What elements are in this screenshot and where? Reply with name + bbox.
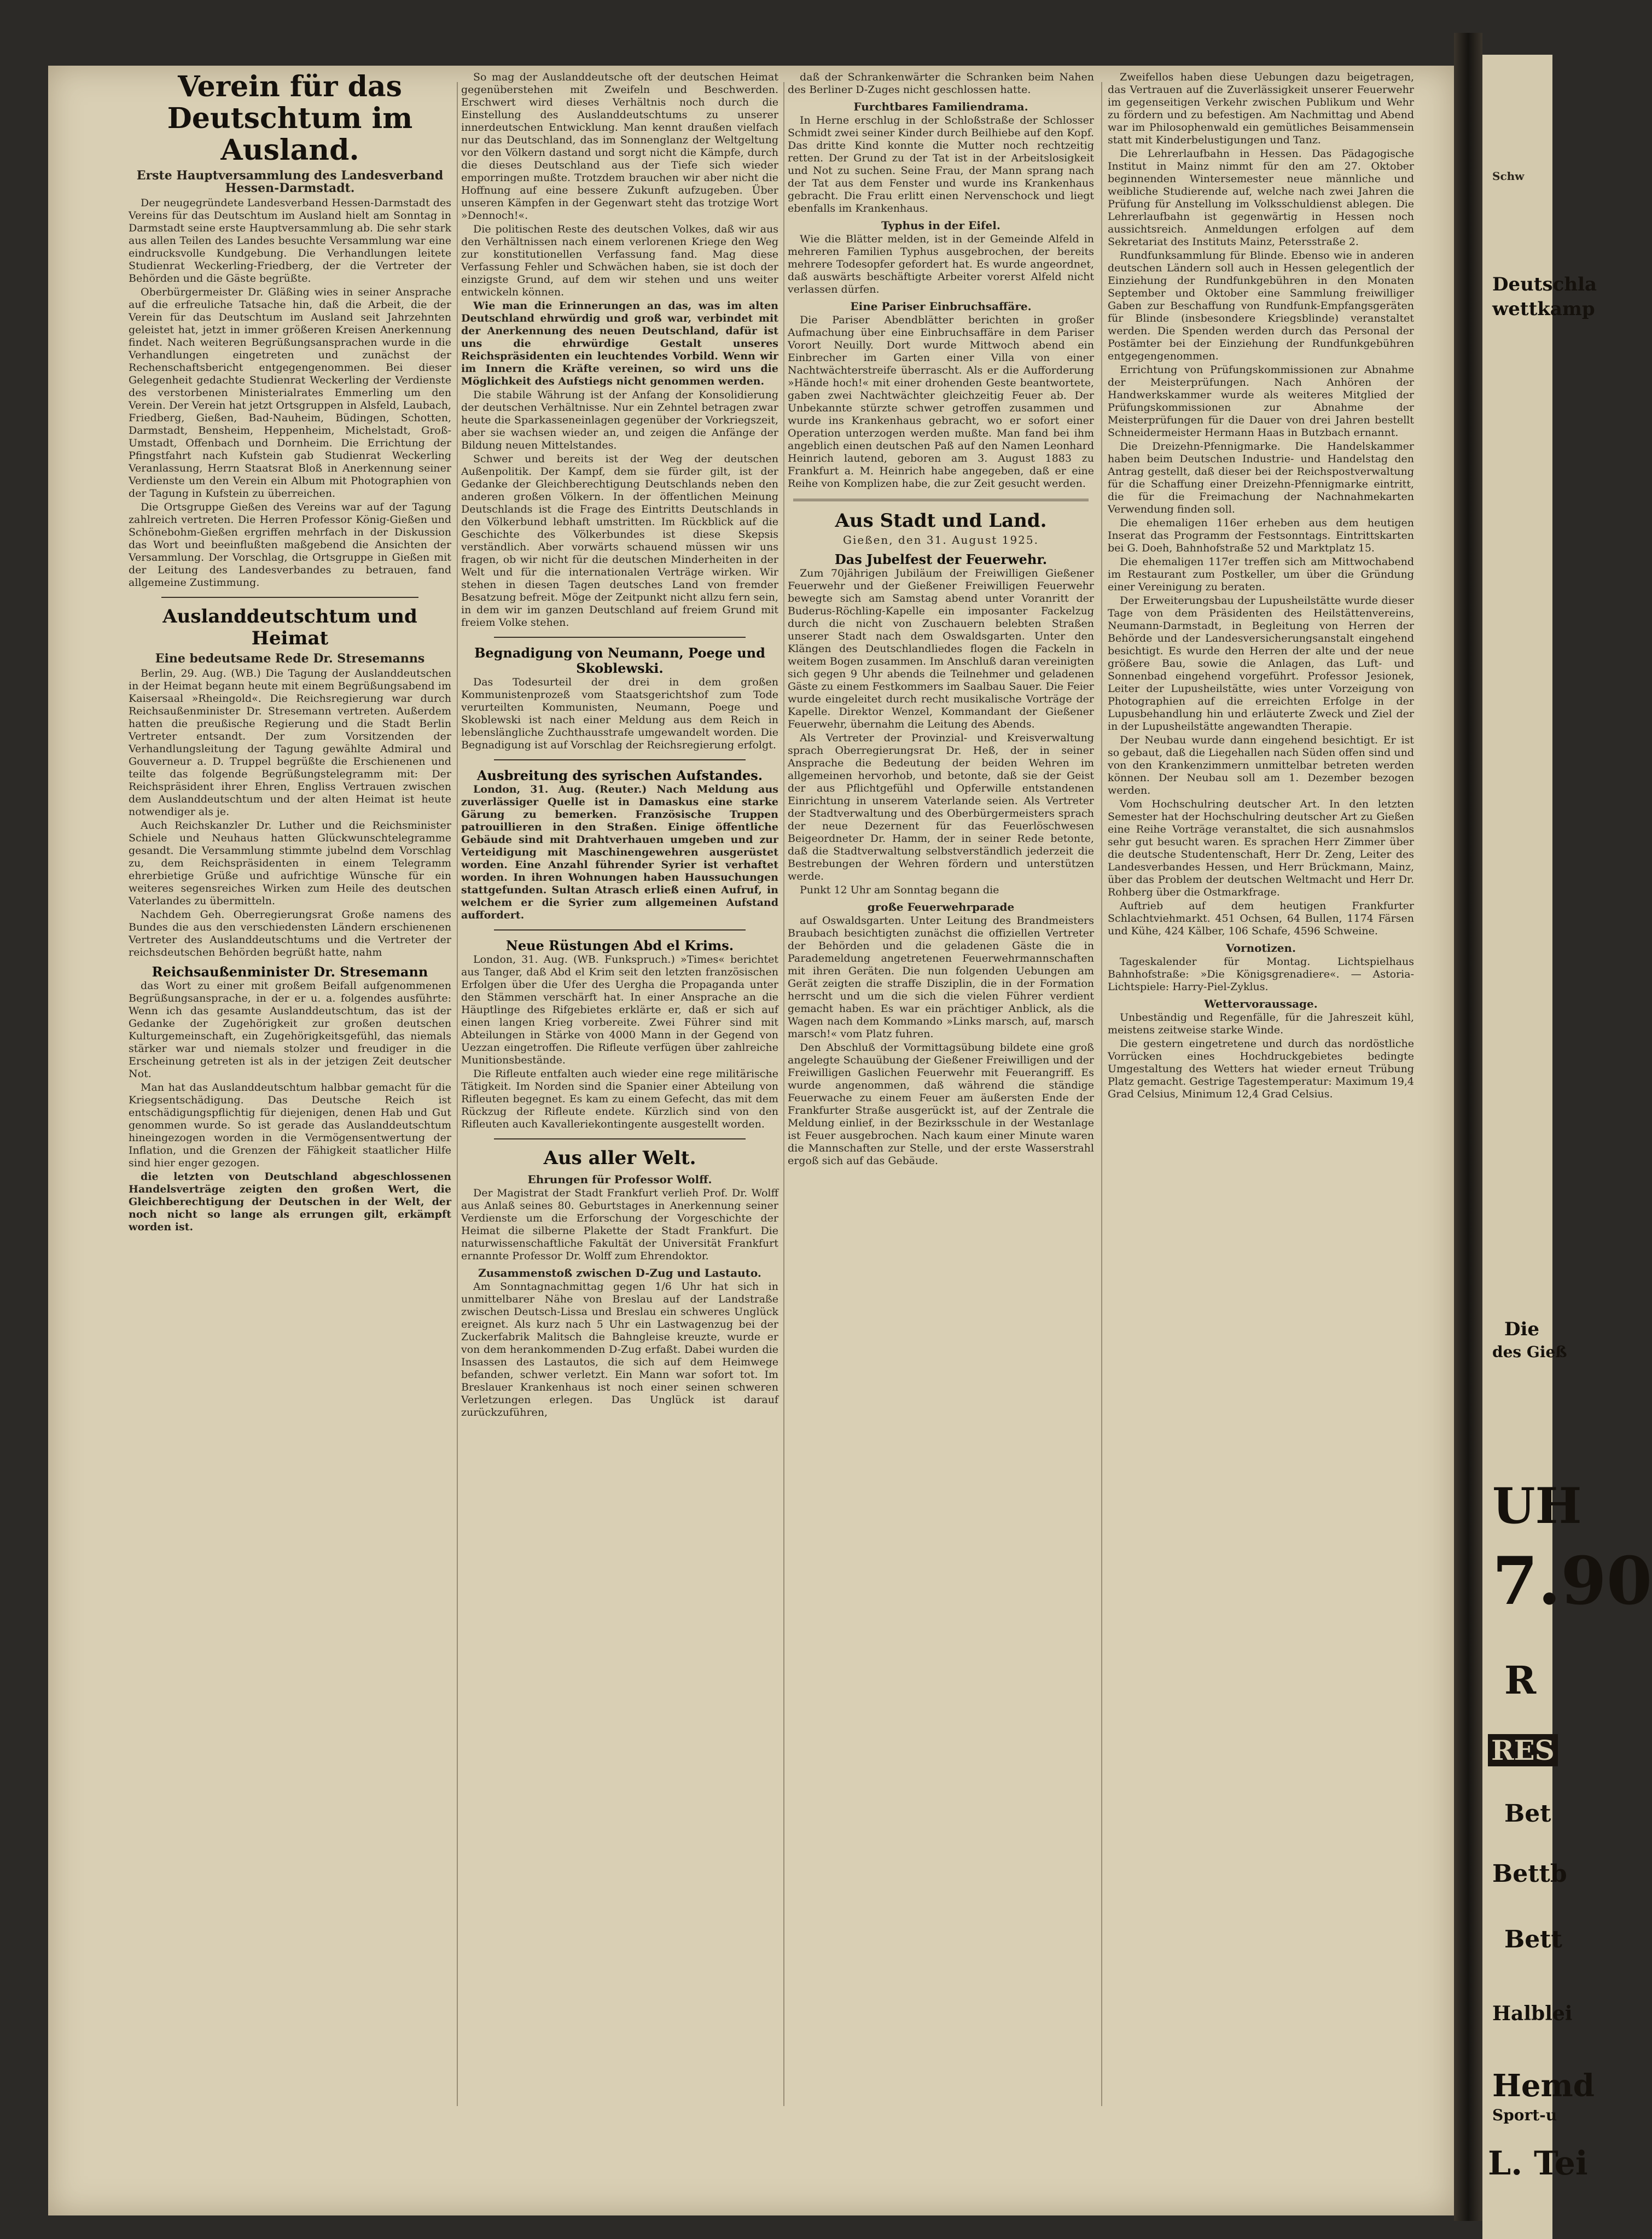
paragraph: Die Ortsgruppe Gießen des Vereins war auf der Tagung zahlreich vertreten. Die Herren Professor König-Gießen und Schönebohm-Gießen ergriffen mehrfach in der Diskussion das Wort und beeinflußten maßgebend die Ansichten der Versammlung. Der Vorschlag, die Ortsgruppe in Gießen mit der Leitung des Landesverbandes zu betrauen, fand allgemeine Zustimmung. xyxy=(129,501,451,589)
headline-syrien: Ausbreitung des syrischen Aufstandes. xyxy=(476,767,763,783)
divider xyxy=(494,637,746,638)
paragraph: Zum 70jährigen Jubiläum der Freiwilligen Gießener Feuerwehr und der Gießener Freiwilligen Feuerwehr bewegte sich am Samstag abend unter Voranritt der Buderus-Röchling-Kapelle ein imposanter Fackelzug durch die nicht von Zuschauern belebten Straßen unserer Stadt nach dem Oswaldsgarten. Unter den Klängen des Deutschlandliedes flogen die Fackeln in weitem Bogen zusammen. Im Anschluß daran vereinigten sich gegen 9 Uhr abends die Teilnehmer und geladenen Gäste zu einem Festkommers im Saalbau Sauer. Die Feier wurde eingeleitet durch recht musikalische Vorträge der Kapelle. Direktor Wenzel, Kommandant der Gießener Feuerwehr, übernahm die Leitung des Abends. xyxy=(788,567,1094,730)
fragment-ad: UH xyxy=(1492,1477,1582,1535)
paragraph: Die ehemaligen 117er treffen sich am Mittwochabend im Restaurant zum Postkeller, um über die Gründung einer Vereinigung zu beraten. xyxy=(1108,556,1414,593)
subheadline: Erste Hauptversammlung des Landesverband Hessen-Darmstadt. xyxy=(136,168,444,195)
paragraph: Den Abschluß der Vormittagsübung bildete eine groß angelegte Schauübung der Gießener Freiwilligen und der Freiwilligen Gaslichen Feuerwehr mit Feuerangriff. Es wurde angenommen, daß während die ständige Feuerwache zu einem Feuer am äußersten Ende der Frankfurter Straße ausgerückt ist, auf der Zentrale die Meldung einlief, in der Bezirksschule in der Westanlage ist Feuer ausgebrochen. Nach kaum einer Minute waren die Mannschaften zur Stelle, und der erste Wasserstrahl ergoß sich auf das Gebäude. xyxy=(788,1042,1094,1167)
headline-aus-stadt-und-land: Aus Stadt und Land. xyxy=(835,510,1047,532)
fragment-ad: L. Tei xyxy=(1488,2144,1588,2183)
paragraph: Wie die Blätter melden, ist in der Gemeinde Alfeld in mehreren Familien Typhus ausgebrochen, der bereits mehrere Todesopfer gefordert hat. Es wurde angeordnet, daß auswärts beschäftigte Arbeiter vorerst Alfeld nicht verlassen dürfen. xyxy=(788,233,1094,295)
fragment-ad: Hemd xyxy=(1492,2068,1595,2104)
column-rule xyxy=(1101,82,1102,2106)
column-2 xyxy=(461,71,778,2117)
paragraph: das Wort zu einer mit großem Beifall aufgenommenen Begrüßungsansprache, in der er u. a. folgendes ausführte: Wenn ich das gesamte Auslanddeutschtum, das ist der Gedanke der Zugehörigkeit zur großen deutschen Kulturgemeinschaft, ein Zugehörigkeitsgefühl, das niemals stärker war und niemals stolzer und freudiger in die Erscheinung getreten ist als in der jetzigen Zeit deutscher Not. xyxy=(129,980,451,1080)
fragment-ad: Halblei xyxy=(1492,2002,1573,2025)
paragraph: Der Neubau wurde dann eingehend besichtigt. Er ist so gebaut, daß die Liegehallen nach Süden offen sind und von den Krankenzimmern unmittelbar betreten werden können. Der Neubau soll am 1. Dezember bezogen werden. xyxy=(1108,734,1414,796)
fragment-ad: Bett xyxy=(1504,1926,1562,1953)
paragraph: Schwer und bereits ist der Weg der deutschen Außenpolitik. Der Kampf, dem sie fürder gilt, ist der Gedanke der Gleichberechtigung Deutschlands neben den anderen großen Völkern. In der öffentlichen Meinung Deutschlands ist die Frage des Eintritts Deutschlands in den Völkerbund lebhaft umstritten. Im Rückblick auf die Geschichte des Völkerbundes ist diese Skepsis verständlich. Aber vorwärts schauend müssen wir uns fragen, ob wir nicht für die deutschen Minderheiten in der Welt und für die internationalen Verträge wirken. Wir stehen in diesen Tagen deutsches Land von fremder Besatzung befreit. Möge der Zeitpunkt nicht allzu fern sein, in dem wir im ganzen Deutschland auf freiem Grund mit freiem Volke stehen. xyxy=(461,453,778,629)
paragraph: Punkt 12 Uhr am Sonntag begann die xyxy=(800,884,999,896)
paragraph: London, 31. Aug. (WB. Funkspruch.) »Times« berichtet aus Tanger, daß Abd el Krim seit den letzten französischen Erfolgen über die Ufer des Uergha die Propaganda unter den Stämmen verschärft hat. In einer Ansprache an die Häuptlinge des Rifgebietes erklärte er, daß er sich auf einen langen Krieg vorbereite. Zwei Führer sind mit Abteilungen in Stärke von 4000 Mann in der Gegend von Uezzan eingetroffen. Die Rifleute verfügen über zahlreiche Munitionsbestände. xyxy=(461,953,778,1066)
paragraph: Man hat das Auslanddeutschtum halbbar gemacht für die Kriegsentschädigung. Das Deutsche Reich ist entschädigungspflichtig für diejenigen, denen Hab und Gut genommen wurde. So ist gerade das Auslanddeutschtum hineingezogen worden in die Vermögensentwertung der Inflation, und die Grenzen der Fähigkeit staatlicher Hilfe sind hier enger gezogen. xyxy=(129,1081,451,1169)
column-3 xyxy=(788,71,1094,2117)
paragraph: Die Lehrerlaufbahn in Hessen. Das Pädagogische Institut in Mainz nimmt für den am 27. Oktober beginnenden Wintersemester neue männliche und weibliche Studierende auf, welche nach zwei Jahren die Prüfung für Anstellung im Volksschuldienst ablegen. Die Lehrerlaufbahn ist gegenwärtig in Hessen noch aussichtsreich. Anmeldungen erfolgen auf dem Sekretariat des Instituts Mainz, Petersstraße 2. xyxy=(1108,148,1414,248)
column-4 xyxy=(1108,71,1414,2117)
headline-jubelfest: Das Jubelfest der Feuerwehr. xyxy=(834,551,1048,567)
column-1 xyxy=(129,71,451,2117)
subheadline: große Feuerwehrparade xyxy=(867,900,1015,914)
paragraph: Das Todesurteil der drei in dem großen Kommunistenprozeß vom Staatsgerichtshof zum Tode verurteilten Kommunisten, Neumann, Poege und Skoblewski ist nach einer Meldung aus dem Reich in lebenslängliche Zuchthausstrafe umgewandelt worden. Die Begnadigung ist auf Vorschlag der Reichsregierung erfolgt. xyxy=(461,676,778,751)
paragraph: Errichtung von Prüfungskommissionen zur Abnahme der Meisterprüfungen. Nach Anhören der Handwerkskammer wurde als weiteres Mitglied der Prüfungskommissionen zur Abnahme der Meisterprüfungen für die Dauer von drei Jahren bestellt Schneidermeister Hermann Haas in Butzbach ernannt. xyxy=(1108,364,1414,439)
headline-aus-aller-welt: Aus aller Welt. xyxy=(543,1147,696,1169)
fragment-headline: Deutschla xyxy=(1492,274,1597,295)
subheadline: Typhus in der Eifel. xyxy=(881,219,1000,232)
divider xyxy=(494,929,746,931)
column-rule xyxy=(783,82,784,2106)
headline-begnadigung: Begnadigung von Neumann, Poege und Skoblewski. xyxy=(474,645,765,676)
paragraph: Zweifellos haben diese Uebungen dazu beigetragen, das Vertrauen auf die Zuverlässigkeit unserer Feuerwehr im gegenseitigen Verkehr zwischen Publikum und Wehr zu fördern und zu befestigen. Am Nachmittag und Abend war im Philosophenwald ein gemütliches Beisammensein statt mit Kinderbelustigungen und Tanz. xyxy=(1108,71,1414,146)
paragraph: Der neugegründete Landesverband Hessen-Darmstadt des Vereins für das Deutschtum im Ausland hielt am Sonntag in Darmstadt seine erste Hauptversammlung ab. Die sehr stark aus allen Teilen des Landes besuchte Versammlung war eine eindrucksvolle Kundgebung. Die Verhandlungen leitete Studienrat Weckerling-Friedberg, der die Vertreter der Behörden und die Gäste begrüßte. xyxy=(129,197,451,284)
paragraph: London, 31. Aug. (Reuter.) Nach Meldung aus zuverlässiger Quelle ist in Damaskus eine starke Gärung zu bemerken. Französische Truppen patrouillieren in den Straßen. Einige öffentliche Gebäude sind mit Drahtverhauen umgeben und zur Verteidigung mit Maschinengewehren ausgerüstet worden. Eine Anzahl führender Syrier ist verhaftet worden. In ihren Wohnungen haben Haussuchungen stattgefunden. Sultan Atrasch erließ einen Aufruf, in welchem er die Syrier zum allgemeinen Aufstand auffordert. xyxy=(461,783,778,921)
paragraph: In Herne erschlug in der Schloßstraße der Schlosser Schmidt zwei seiner Kinder durch Beilhiebe auf den Kopf. Das dritte Kind konnte die Mutter noch rechtzeitig retten. Der Grund zu der Tat ist in der Arbeitslosigkeit und Not zu suchen. Seine Frau, der Mann sprang nach der Tat aus dem Fenster und wurde ins Krankenhaus gebracht. Die Frau erlitt einen Nervenschock und liegt ebenfalls im Krankenhaus. xyxy=(788,114,1094,214)
paragraph: Auch Reichskanzler Dr. Luther und die Reichsminister Schiele und Neuhaus hatten Glückwunschtelegramme gesandt. Die Versammlung stimmte jubelnd dem Vorschlag zu, dem Reichspräsidenten in einem Telegramm ehrerbietige Grüße und aufrichtige Wünsche für ein weiteres segensreiches Wirken zum Heile des deutschen Vaterlandes zu übermitteln. xyxy=(129,819,451,907)
headline-abd-el-krim: Neue Rüstungen Abd el Krims. xyxy=(505,938,734,953)
paragraph: Nachdem Geh. Oberregierungsrat Große namens des Bundes die aus den verschiedensten Ländern erschienenen Vertreter des Auslanddeutschtums und die Vertreter der reichsdeutschen Behörden begrüßt hatte, nahm xyxy=(129,909,451,958)
fragment-ad: Bettb xyxy=(1492,1860,1567,1888)
dateline: Gießen, den 31. August 1925. xyxy=(843,533,1039,546)
subheadline: Zusammenstoß zwischen D-Zug und Lastauto. xyxy=(478,1266,761,1280)
fragment-ad: Bet xyxy=(1504,1800,1551,1828)
fragment-text: Schw xyxy=(1492,170,1525,183)
paragraph: Auftrieb auf dem heutigen Frankfurter Schlachtviehmarkt. 451 Ochsen, 64 Bullen, 1174 Färsen und Kühe, 424 Kälber, 106 Schafe, 4596 Schweine. xyxy=(1108,900,1414,937)
fragment-headline: Die xyxy=(1504,1318,1540,1340)
subheadline: Wettervoraussage. xyxy=(1204,997,1318,1010)
divider xyxy=(793,499,1089,501)
subheadline: Vornotizen. xyxy=(1226,941,1296,955)
subheadline: Eine bedeutsame Rede Dr. Stresemanns xyxy=(155,652,425,666)
headline-auslanddeutschtum: Auslanddeutschtum und Heimat xyxy=(162,606,417,649)
headline-stresemann: Reichsaußenminister Dr. Stresemann xyxy=(152,964,428,980)
paragraph: Die gestern eingetretene und durch das nordöstliche Vorrücken eines Hochdruckgebietes bedingte Umgestaltung des Wetters hat wieder erneut Trübung Platz gemacht. Gestrige Tagestemperatur: Maximum 19,4 Grad Celsius, Minimum 12,4 Grad Celsius. xyxy=(1108,1038,1414,1100)
paragraph: Als Vertreter der Provinzial- und Kreisverwaltung sprach Oberregierungsrat Dr. Heß, der in seiner Ansprache die Bedeutung der beiden Wehren im allgemeinen hervorhob, und betonte, daß sie der Geist der aus Pflichtgefühl und Opferwille entstandenen Einrichtung in unserem Vaterlande seien. Als Vertreter der Stadtverwaltung und des Oberbürgermeisters sprach der neue Dezernent für das Feuerlöschwesen Beigeordneter Dr. Hamm, der in seiner Rede betonte, daß die Stadtverwaltung selbstverständlich jederzeit die Bestrebungen der Wehren fördern und unterstützen werde. xyxy=(788,732,1094,882)
fragment-headline: wettkamp xyxy=(1492,298,1595,320)
fragment-ad: Sport-u xyxy=(1492,2106,1557,2124)
paragraph: Die Pariser Abendblätter berichten in großer Aufmachung über eine Einbruchsaffäre in dem Pariser Vorort Neuilly. Dort wurde Mittwoch abend ein Einbrecher im Garten einer Villa von einer Nachtwächterstreife überrascht. Als er die Aufforderung »Hände hoch!« mit einer drohenden Geste beantwortete, gaben zwei Nachtwächter gleichzeitig Feuer ab. Der Unbekannte stürzte schwer getroffen zusammen und wurde ins Krankenhaus gebracht, wo er sofort einer Operation unterzogen werden mußte. Man fand bei ihm angeblich einen deutschen Paß auf den Namen Leonhard Heinrich lautend, geboren am 3. August 1883 zu Frankfurt a. M. Heinrich habe angegeben, daß er eine Reihe von Komplizen habe, die zur Zeit gesucht werden. xyxy=(788,314,1094,490)
paragraph: Die Dreizehn-Pfennigmarke. Die Handelskammer haben beim Deutschen Industrie- und Handelstag den Antrag gestellt, daß dieser bei der Reichspostverwaltung für die Schaffung einer Dreizehn-Pfennigmarke eintritt, die für die Freimachung der Nachnahmekarten Verwendung finden soll. xyxy=(1108,440,1414,515)
paragraph: Rundfunksammlung für Blinde. Ebenso wie in anderen deutschen Ländern soll auch in Hessen gelegentlich der Einziehung der Rundfunkgebühren in den Monaten September und Oktober eine Sammlung freiwilliger Gaben zur Beschaffung von Rundfunk-Empfangsgeräten für Blinde (insbesondere Kriegsblinde) veranstaltet werden. Die Spenden werden durch das Personal der Postämter bei der Einziehung der Rundfunkgebühren entgegengenommen. xyxy=(1108,249,1414,362)
fragment-ad: RES xyxy=(1488,1734,1558,1766)
paragraph: So mag der Auslanddeutsche oft der deutschen Heimat gegenüberstehen mit Zweifeln und Beschwerden. Erschwert wird dieses Verhältnis noch durch die Einstellung des Auslanddeutschtums zu unserer innerdeutschen Entwicklung. Man kennt draußen vielfach nur das Deutschland, das im Sonnenglanz der Weltgeltung vor den Völkern dastand und sorgt nicht die Kämpfe, durch die dieses Deutschland aus der Tiefe sich wieder emporringen mußte. Trotzdem brauchen wir aber nicht die Hoffnung auf eine bessere Zukunft aufzugeben. Über unseren Kämpfen in der Gegenwart steht das trotzige Wort »Dennoch!«. xyxy=(461,71,778,222)
paragraph: Die ehemaligen 116er erheben aus dem heutigen Inserat das Programm der Festsonntags. Eintrittskarten bei G. Doeh, Bahnhofstraße 52 und Marktplatz 15. xyxy=(1108,517,1414,554)
book-gutter xyxy=(1454,33,1482,2221)
fragment-headline: des Gieß xyxy=(1492,1343,1567,1361)
subheadline: Eine Pariser Einbruchsaffäre. xyxy=(850,300,1032,313)
subheadline: Furchtbares Familiendrama. xyxy=(853,100,1028,113)
paragraph: Unbeständig und Regenfälle, für die Jahreszeit kühl, meistens zeitweise starke Winde. xyxy=(1108,1011,1414,1036)
paragraph: Der Erweiterungsbau der Lupusheilstätte wurde dieser Tage von dem Präsidenten des Heilstättenvereins, Neumann-Darmstadt, in Begleitung von Herren der Behörde und der Landesversicherungsanstalt eingehend besichtigt. Es wurde den Herren der alte und der neue größere Bau, sowie die Anlagen, das Luft- und Sonnenbad eingehend vorgeführt. Professor Jesionek, Leiter der Lupusheilstätte, wies unter Vorzeigung von Photographien auf die erreichten Erfolge in der Lupusbehandlung hin und erläuterte Zweck und Ziel der in der Lupusheilstätte angewandten Therapie. xyxy=(1108,595,1414,732)
divider xyxy=(494,1138,746,1139)
paragraph: daß der Schrankenwärter die Schranken beim Nahen des Berliner D-Zuges nicht geschlossen hatte. xyxy=(788,71,1094,96)
column-rule xyxy=(457,82,458,2106)
paragraph: Am Sonntagnachmittag gegen 1/6 Uhr hat sich in unmittelbarer Nähe von Breslau auf der Landstraße zwischen Deutsch-Lissa und Breslau ein schweres Unglück ereignet. Als kurz nach 5 Uhr ein Lastwagenzug bei der Zuckerfabrik Malitsch die Bahngleise kreuzte, wurde er von dem herankommenden D-Zug erfaßt. Dabei wurden die Insassen des Lastautos, die sich auf dem Heimwege befanden, schwer verletzt. Ein Mann war sofort tot. Im Breslauer Krankenhaus ist noch einer seinen schweren Verletzungen erlegen. Das Unglück ist darauf zurückzuführen, xyxy=(461,1281,778,1418)
paragraph: Wie man die Erinnerungen an das, was im alten Deutschland ehrwürdig und groß war, verbindet mit der Anerkennung des neuen Deutschland, dafür ist uns die ehrwürdige Gestalt unseres Reichspräsidenten ein leuchtendes Vorbild. Wenn wir im Innern die Kräfte vereinen, so wird uns die Möglichkeit des Aufstiegs nicht genommen werden. xyxy=(461,300,778,387)
paragraph: Berlin, 29. Aug. (WB.) Die Tagung der Auslanddeutschen in der Heimat begann heute mit einem Begrüßungsabend im Kaisersaal »Rheingold«. Die Reichsregierung war durch Reichsaußenminister Dr. Stresemann vertreten. Außerdem hatten die preußische Regierung und die Stadt Berlin Vertreter entsandt. Der zum Vorsitzenden der Verhandlungsleitung der Tagung gewählte Admiral und Gouverneur a. D. Truppel begrüßte die Erschienenen und teilte das folgende Begrüßungstelegramm mit: Der Reichspräsident ihrer Ehren, Engliss Vertrauen zwischen dem Auslanddeutschtum und der alten Heimat ist heute notwendiger als je. xyxy=(129,667,451,818)
headline-verein: Verein für das Deutschtum im Ausland. xyxy=(167,70,413,167)
fragment-ad: R xyxy=(1504,1658,1537,1703)
adjacent-page xyxy=(1482,55,1652,2239)
paragraph: Oberbürgermeister Dr. Gläßing wies in seiner Ansprache auf die erfreuliche Tatsache hin, daß die Arbeit, die der Verein für das Deutschtum im Ausland seit Jahrzehnten geleistet hat, jetzt in immer größeren Kreisen Anerkennung findet. Nach weiteren Begrüßungsansprachen wurde in die Verhandlungen eingetreten und zunächst der Rechenschaftsbericht entgegengenommen. Bei dieser Gelegenheit gedachte Studienrat Weckerling der Verdienste des verstorbenen Ministerialrates Emmerling um den Verein. Der Verein hat jetzt Ortsgruppen in Alsfeld, Laubach, Friedberg, Gießen, Bad-Nauheim, Büdingen, Schotten, Darmstadt, Bensheim, Heppenheim, Michelstadt, Groß-Umstadt, Offenbach und Dornheim. Die Errichtung der Pfingstfahrt nach Kufstein gab Studienrat Weckerling Veranlassung, Herrn Staatsrat Bloß in Anerkennung seiner Verdienste um den Verein ein Album mit Photographien von der Tagung in Kufstein zu überreichen. xyxy=(129,286,451,499)
paragraph: auf Oswaldsgarten. Unter Leitung des Brandmeisters Braubach besichtigten zunächst die offiziellen Vertreter der Behörden und die geladenen Gäste die in Parademeldung angetretenen Feuerwehrmannschaften mit ihren Geräten. Die nun folgenden Uebungen am Gerät zeigten die straffe Disziplin, die in der Formation herrscht und um die sich die vielen Führer verdient gemacht haben. Es war ein prächtiger Anblick, als die Wagen nach dem Kommando »Links marsch, auf, marsch marsch!« vom Platz fuhren. xyxy=(788,915,1094,1040)
divider xyxy=(494,759,746,760)
paragraph: die letzten von Deutschland abgeschlossenen Handelsverträge zeigten den großen Wert, die Gleichberechtigung der Deutschen in der Welt, der noch nicht so lange als errungen gilt, erkämpft worden ist. xyxy=(129,1171,451,1233)
divider xyxy=(161,597,418,598)
paragraph: Die stabile Währung ist der Anfang der Konsolidierung der deutschen Verhältnisse. Nur ein Zehntel betragen zwar heute die Sparkasseneinlagen gegenüber der Vorkriegszeit, aber sie wachsen wieder an, und zeigen die Anfänge der Bildung neuen Mittelstandes. xyxy=(461,389,778,451)
subheadline: Ehrungen für Professor Wolff. xyxy=(527,1173,712,1186)
paragraph: Der Magistrat der Stadt Frankfurt verlieh Prof. Dr. Wolff aus Anlaß seines 80. Geburtstages in Anerkennung seiner Verdienste um die Erforschung der Vorgeschichte der Heimat die silberne Plakette der Stadt Frankfurt. Die naturwissenschaftliche Fakultät der Universität Frankfurt ernannte Professor Dr. Wolff zum Ehrendoktor. xyxy=(461,1187,778,1262)
paragraph: Vom Hochschulring deutscher Art. In den letzten Semester hat der Hochschulring deutscher Art zu Gießen eine Reihe Vorträge veranstaltet, die sich ausnahmslos sehr gut besucht waren. Es sprachen Herr Zimmer über die deutsche Studentenschaft, Herr Dr. Zeng, Leiter des Landesverbandes Hessen, und Herr Brückmann, Mainz, über das Problem der deutschen Weltmacht und Herr Dr. Rohberg über die Ostmarkfrage. xyxy=(1108,798,1414,898)
paragraph: Die politischen Reste des deutschen Volkes, daß wir aus den Verhältnissen nach einem verlorenen Kriege den Weg zur konstitutionellen Verfassung fand. Mag diese Verfassung Fehler und Schwächen haben, sie ist doch der einzigste Grund, auf dem wir stehen und uns weiter entwickeln können. xyxy=(461,223,778,298)
paragraph: Die Rifleute entfalten auch wieder eine rege militärische Tätigkeit. Im Norden sind die Spanier einer Abteilung von Rifleuten begegnet. Es kam zu einem Gefecht, das mit dem Rückzug der Rifleute endete. Kürzlich sind von den Rifleuten auch Kavalleriekontingente ausgestellt worden. xyxy=(461,1068,778,1130)
paragraph: Tageskalender für Montag. Lichtspielhaus Bahnhofstraße: »Die Königsgrenadiere«. — Astoria-Lichtspiele: Harry-Piel-Zyklus. xyxy=(1108,956,1414,993)
fragment-ad-price: 7.90 xyxy=(1492,1543,1652,1620)
